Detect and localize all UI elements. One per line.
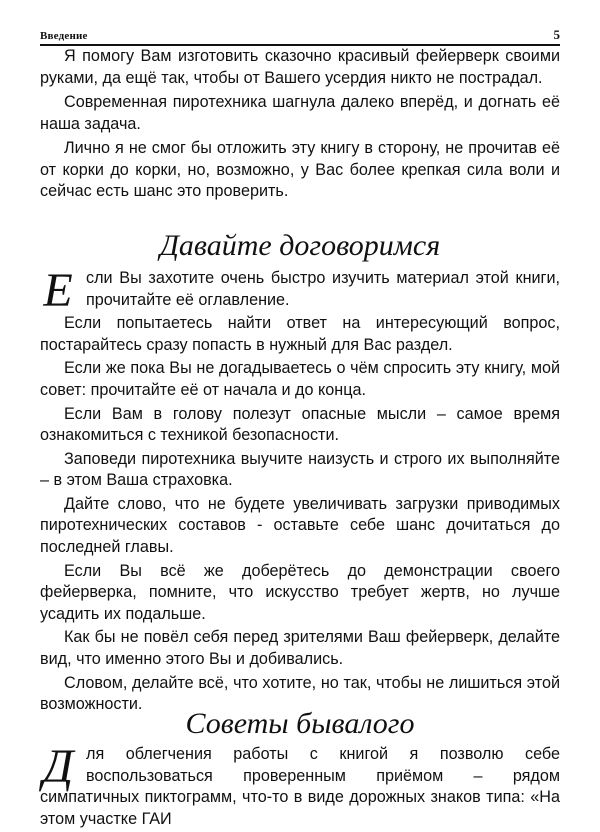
drop-cap-initial: Д (42, 740, 74, 793)
paragraph: Словом, делайте всё, что хотите, но так, чтобы не лишиться этой возможности. (40, 673, 560, 713)
paragraph: Современная пиротехника шагнула далеко вперёд, и догнать её наша задача. (40, 93, 560, 133)
section-heading-tips: Советы бывалого (185, 707, 415, 740)
paragraph: Дайте слово, что не будете увеличивать загрузки приводимых пиротехнических составов - оставьте себе шанс дочитаться до последней главы. (40, 494, 560, 556)
paragraph: Если Вам в голову полезут опасные мысли – самое время ознакомиться с техникой безопасности. (40, 404, 560, 445)
section-heading-agree: Давайте договоримся (159, 229, 441, 262)
paragraph: Если же пока Вы не догадываетесь о чём спросить эту книгу, мой совет: прочитайте её от начала и до конца. (40, 359, 560, 399)
running-header-section: Введение (40, 30, 88, 42)
paragraph: Если попытаетесь найти ответ на интересующий вопрос, постарайтесь сразу попасть в нужный для Вас раздел. (40, 314, 560, 354)
section-agree-body (40, 264, 560, 718)
page-number: 5 (553, 27, 560, 42)
paragraph: Заповеди пиротехника выучите наизусть и строго их выполняйте – в этом Ваша страховка. (40, 449, 560, 490)
intro-text (40, 46, 560, 206)
paragraph-first (40, 740, 560, 830)
paragraph-first (40, 264, 560, 317)
paragraph: Лично я не смог бы отложить эту книгу в сторону, не прочитав её от корки до корки, но, возможно, у Вас более крепкая сила воли и сейчас есть шанс это проверить. (40, 139, 560, 200)
paragraph-first-text: сли Вы захотите очень быстро изучить материал этой книги, прочитайте её оглавление. (86, 269, 560, 309)
drop-cap-initial: Е (43, 264, 73, 317)
running-header (40, 20, 560, 46)
paragraph: Как бы не повёл себя перед зрителями Ваш фейерверк, делайте вид, что именно этого Вы и добивались. (40, 628, 560, 668)
paragraph-first-text: ля облегчения работы с книгой я позволю себе воспользоваться проверенным приёмом – рядом симпатичных пиктограмм, что-то в виде дорожных знаков типа: «На этом участке ГАИ (40, 745, 560, 828)
paragraph: Я помогу Вам изготовить сказочно красивый фейерверк своими руками, да ещё так, чтобы от Вашего усердия никто не пострадал. (40, 47, 560, 87)
paragraph: Если Вы всё же доберётесь до демонстрации своего фейерверка, помните, что искусство требует жертв, но лучше усадить их подальше. (40, 561, 560, 623)
section-tips-body (40, 740, 560, 830)
